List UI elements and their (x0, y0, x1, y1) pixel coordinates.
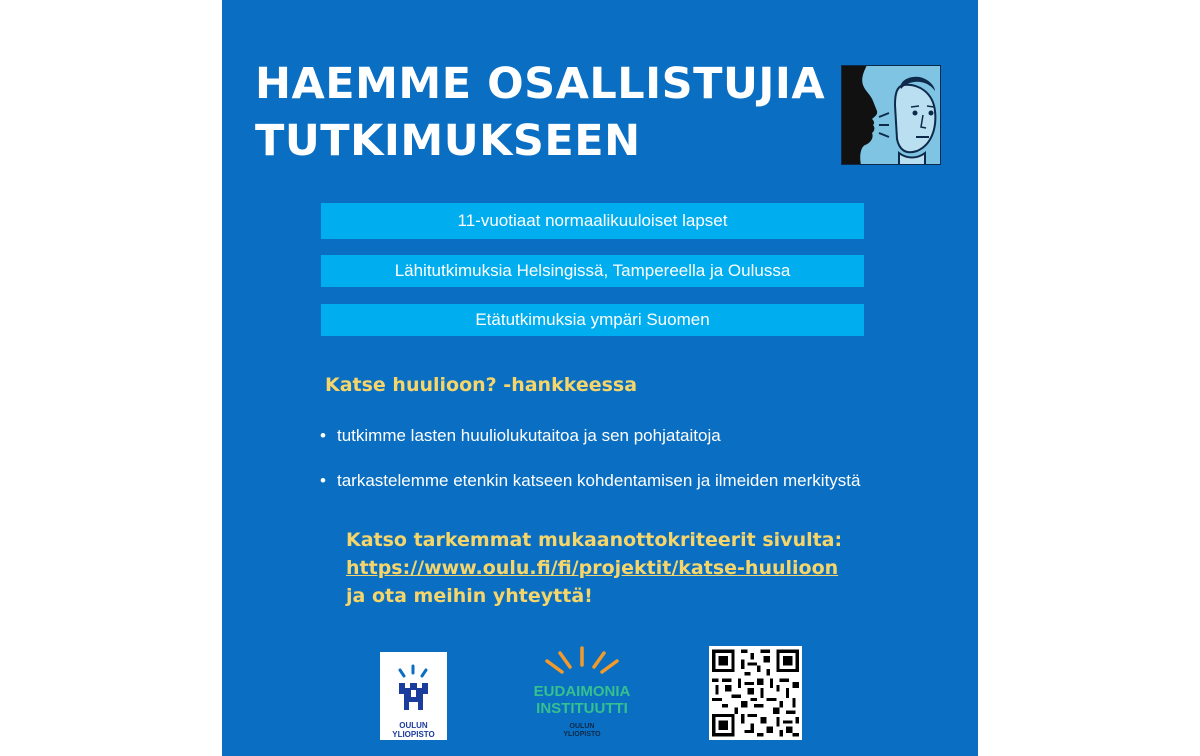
bullet-item: • tarkastelemme etenkin katseen kohdentamisen ja ilmeiden merkitystä (320, 471, 860, 516)
eudaimonia-subtitle (522, 723, 642, 739)
criteria-text: Lähitutkimuksia Helsingissä, Tampereella ja Oulussa (394, 261, 791, 280)
call-to-action (346, 526, 842, 610)
oulu-logo-line: OULUN (399, 721, 428, 730)
project-heading: Katse huulioon? -hankkeessa (325, 374, 638, 396)
project-link[interactable]: https://www.oulu.fi/fi/projektit/katse-huulioon (346, 557, 839, 579)
castle-icon (380, 652, 447, 720)
criteria-bar-age (321, 203, 864, 239)
poster (222, 0, 978, 756)
oulu-logo-line: YLIOPISTO (392, 730, 435, 739)
cta-line: Katso tarkemmat mukaanottokriteerit sivulta: (346, 529, 843, 551)
oulu-university-logo (380, 652, 447, 740)
sunrise-rays-icon (522, 645, 642, 679)
page-title (255, 56, 825, 170)
eudaimonia-line: EUDAIMONIA (533, 683, 631, 700)
cta-line: ja ota meihin yhteyttä! (346, 585, 593, 607)
eudaimonia-line: INSTITUUTTI (536, 700, 628, 717)
eudaimonia-sub-line: YLIOPISTO (563, 731, 601, 738)
eudaimonia-sub-line: OULUN (569, 723, 595, 730)
criteria-bar-locations (321, 255, 864, 287)
title-line-1: HAEMME OSALLISTUJIA (255, 59, 826, 109)
lip-reading-icon (841, 65, 941, 165)
qr-code[interactable] (709, 646, 802, 740)
oulu-logo-text (380, 721, 447, 739)
title-line-2: TUTKIMUKSEEN (255, 116, 641, 166)
criteria-text: 11-vuotiaat normaalikuuloiset lapset (457, 211, 728, 230)
bullet-item: • tutkimme lasten huuliolukutaitoa ja sen pohjataitoja (320, 426, 860, 471)
eudaimonia-name (522, 683, 642, 717)
project-bullet-list (320, 426, 860, 516)
eudaimonia-institute-logo (522, 645, 642, 745)
criteria-text: Etätutkimuksia ympäri Suomen (475, 310, 710, 329)
criteria-bar-remote (321, 304, 864, 336)
